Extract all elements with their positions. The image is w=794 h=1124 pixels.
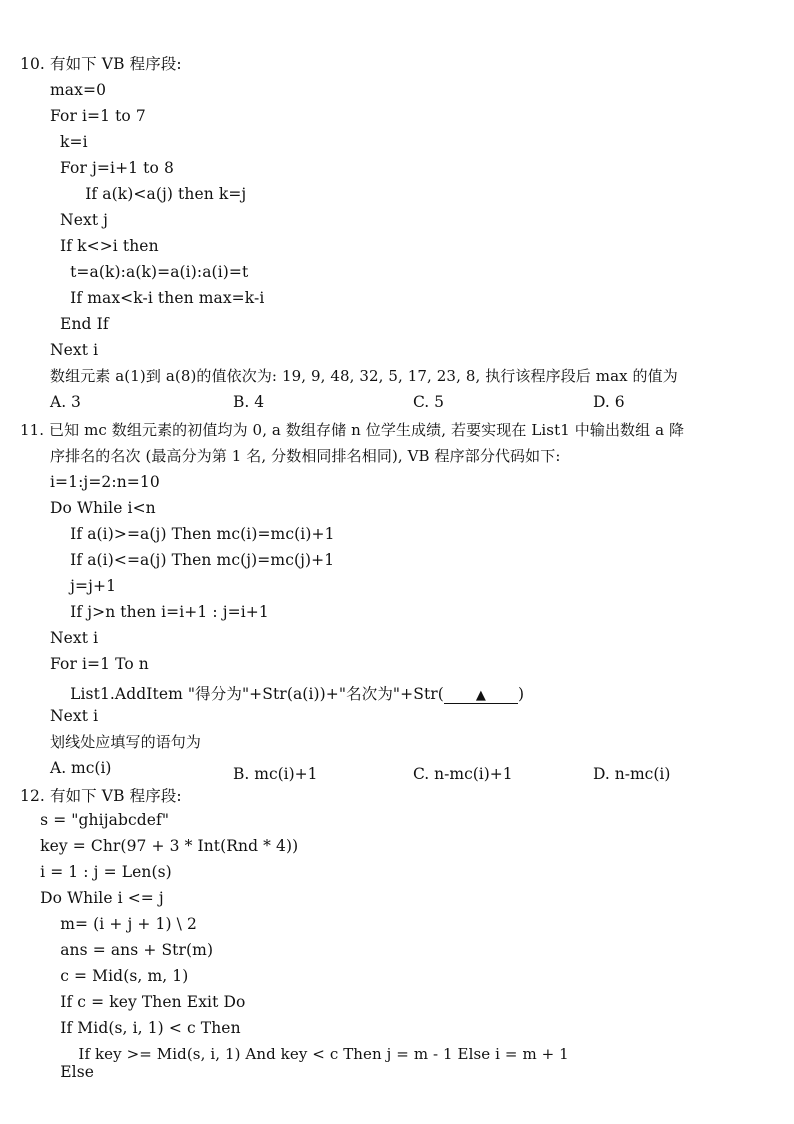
q10-code-line: End If <box>50 315 109 333</box>
q11-code-line: j=j+1 <box>50 577 117 595</box>
q10-choice-c: C. 5 <box>413 393 445 411</box>
q10-code-line: Next j <box>50 211 109 229</box>
q11-stem: 划线处应填写的语句为 <box>50 733 202 751</box>
q11-choice-d: D. n-mc(i) <box>593 765 671 783</box>
q10-choice-d: D. 6 <box>593 393 625 411</box>
q11-code-line: i=1:j=2:n=10 <box>50 473 160 491</box>
q12-code-line: If c = key Then Exit Do <box>20 993 246 1011</box>
q10-code-line: k=i <box>50 133 88 151</box>
q10-code-line: Next i <box>50 341 99 359</box>
q11-code-line: If a(i)<=a(j) Then mc(j)=mc(j)+1 <box>50 551 335 569</box>
q11-code-line: Next i <box>50 629 99 647</box>
q11-choice-a: A. mc(i) <box>50 759 112 777</box>
q11-title-line1: 11. 已知 mc 数组元素的初值均为 0, a 数组存储 n 位学生成绩, 若要实现在 List1 中输出数组 a 降 <box>20 421 685 439</box>
q11-additem-suffix: ) <box>517 685 525 703</box>
q11-choice-b: B. mc(i)+1 <box>233 765 318 783</box>
q10-stem: 数组元素 a(1)到 a(8)的值依次为: 19, 9, 48, 32, 5, 17, 23, 8, 执行该程序段后 max 的值为 <box>50 367 678 385</box>
q12-code-line: If key >= Mid(s, i, 1) And key < c Then j = m - 1 Else i = m + 1 <box>20 1045 569 1063</box>
q10-code-line: If max<k-i then max=k-i <box>50 289 265 307</box>
q10-choice-b: B. 4 <box>233 393 265 411</box>
q11-title-line2: 序排名的名次 (最高分为第 1 名, 分数相同排名相同), VB 程序部分代码如下: <box>50 447 561 465</box>
q12-code-line: m= (i + j + 1) \ 2 <box>20 915 197 933</box>
q12-code-line: ans = ans + Str(m) <box>20 941 214 959</box>
q10-title: 10. 有如下 VB 程序段: <box>20 55 182 73</box>
q12-code-line: key = Chr(97 + 3 * Int(Rnd * 4)) <box>20 837 299 855</box>
q10-code-line: t=a(k):a(k)=a(i):a(i)=t <box>50 263 249 281</box>
q10-code-line: If a(k)<a(j) then k=j <box>50 185 247 203</box>
q10-code-line: If k<>i then <box>50 237 159 255</box>
q11-additem-prefix: List1.AddItem "得分为"+Str(a(i))+"名次为"+Str( <box>50 685 444 703</box>
answer-blank: ▲ <box>444 689 518 704</box>
q11-code-line: If j>n then i=i+1 : j=i+1 <box>50 603 269 621</box>
q11-code-line: Next i <box>50 707 99 725</box>
q11-additem-line <box>50 684 524 704</box>
q11-code-line: If a(i)>=a(j) Then mc(i)=mc(i)+1 <box>50 525 335 543</box>
q12-code-line: i = 1 : j = Len(s) <box>20 863 172 881</box>
q12-code-line: s = "ghijabcdef" <box>20 811 170 829</box>
q12-code-line: If Mid(s, i, 1) < c Then <box>20 1019 241 1037</box>
q11-code-line: Do While i<n <box>50 499 156 517</box>
q11-code-line: For i=1 To n <box>50 655 149 673</box>
q11-choice-c: C. n-mc(i)+1 <box>413 765 513 783</box>
q12-code-line: Do While i <= j <box>20 889 164 907</box>
q10-code-line: For j=i+1 to 8 <box>50 159 174 177</box>
q12-code-line: c = Mid(s, m, 1) <box>20 967 189 985</box>
q10-code-line: For i=1 to 7 <box>50 107 146 125</box>
q12-code-line: Else <box>20 1063 95 1081</box>
q10-choice-a: A. 3 <box>50 393 81 411</box>
q12-title: 12. 有如下 VB 程序段: <box>20 787 182 805</box>
q10-code-line: max=0 <box>50 81 107 99</box>
